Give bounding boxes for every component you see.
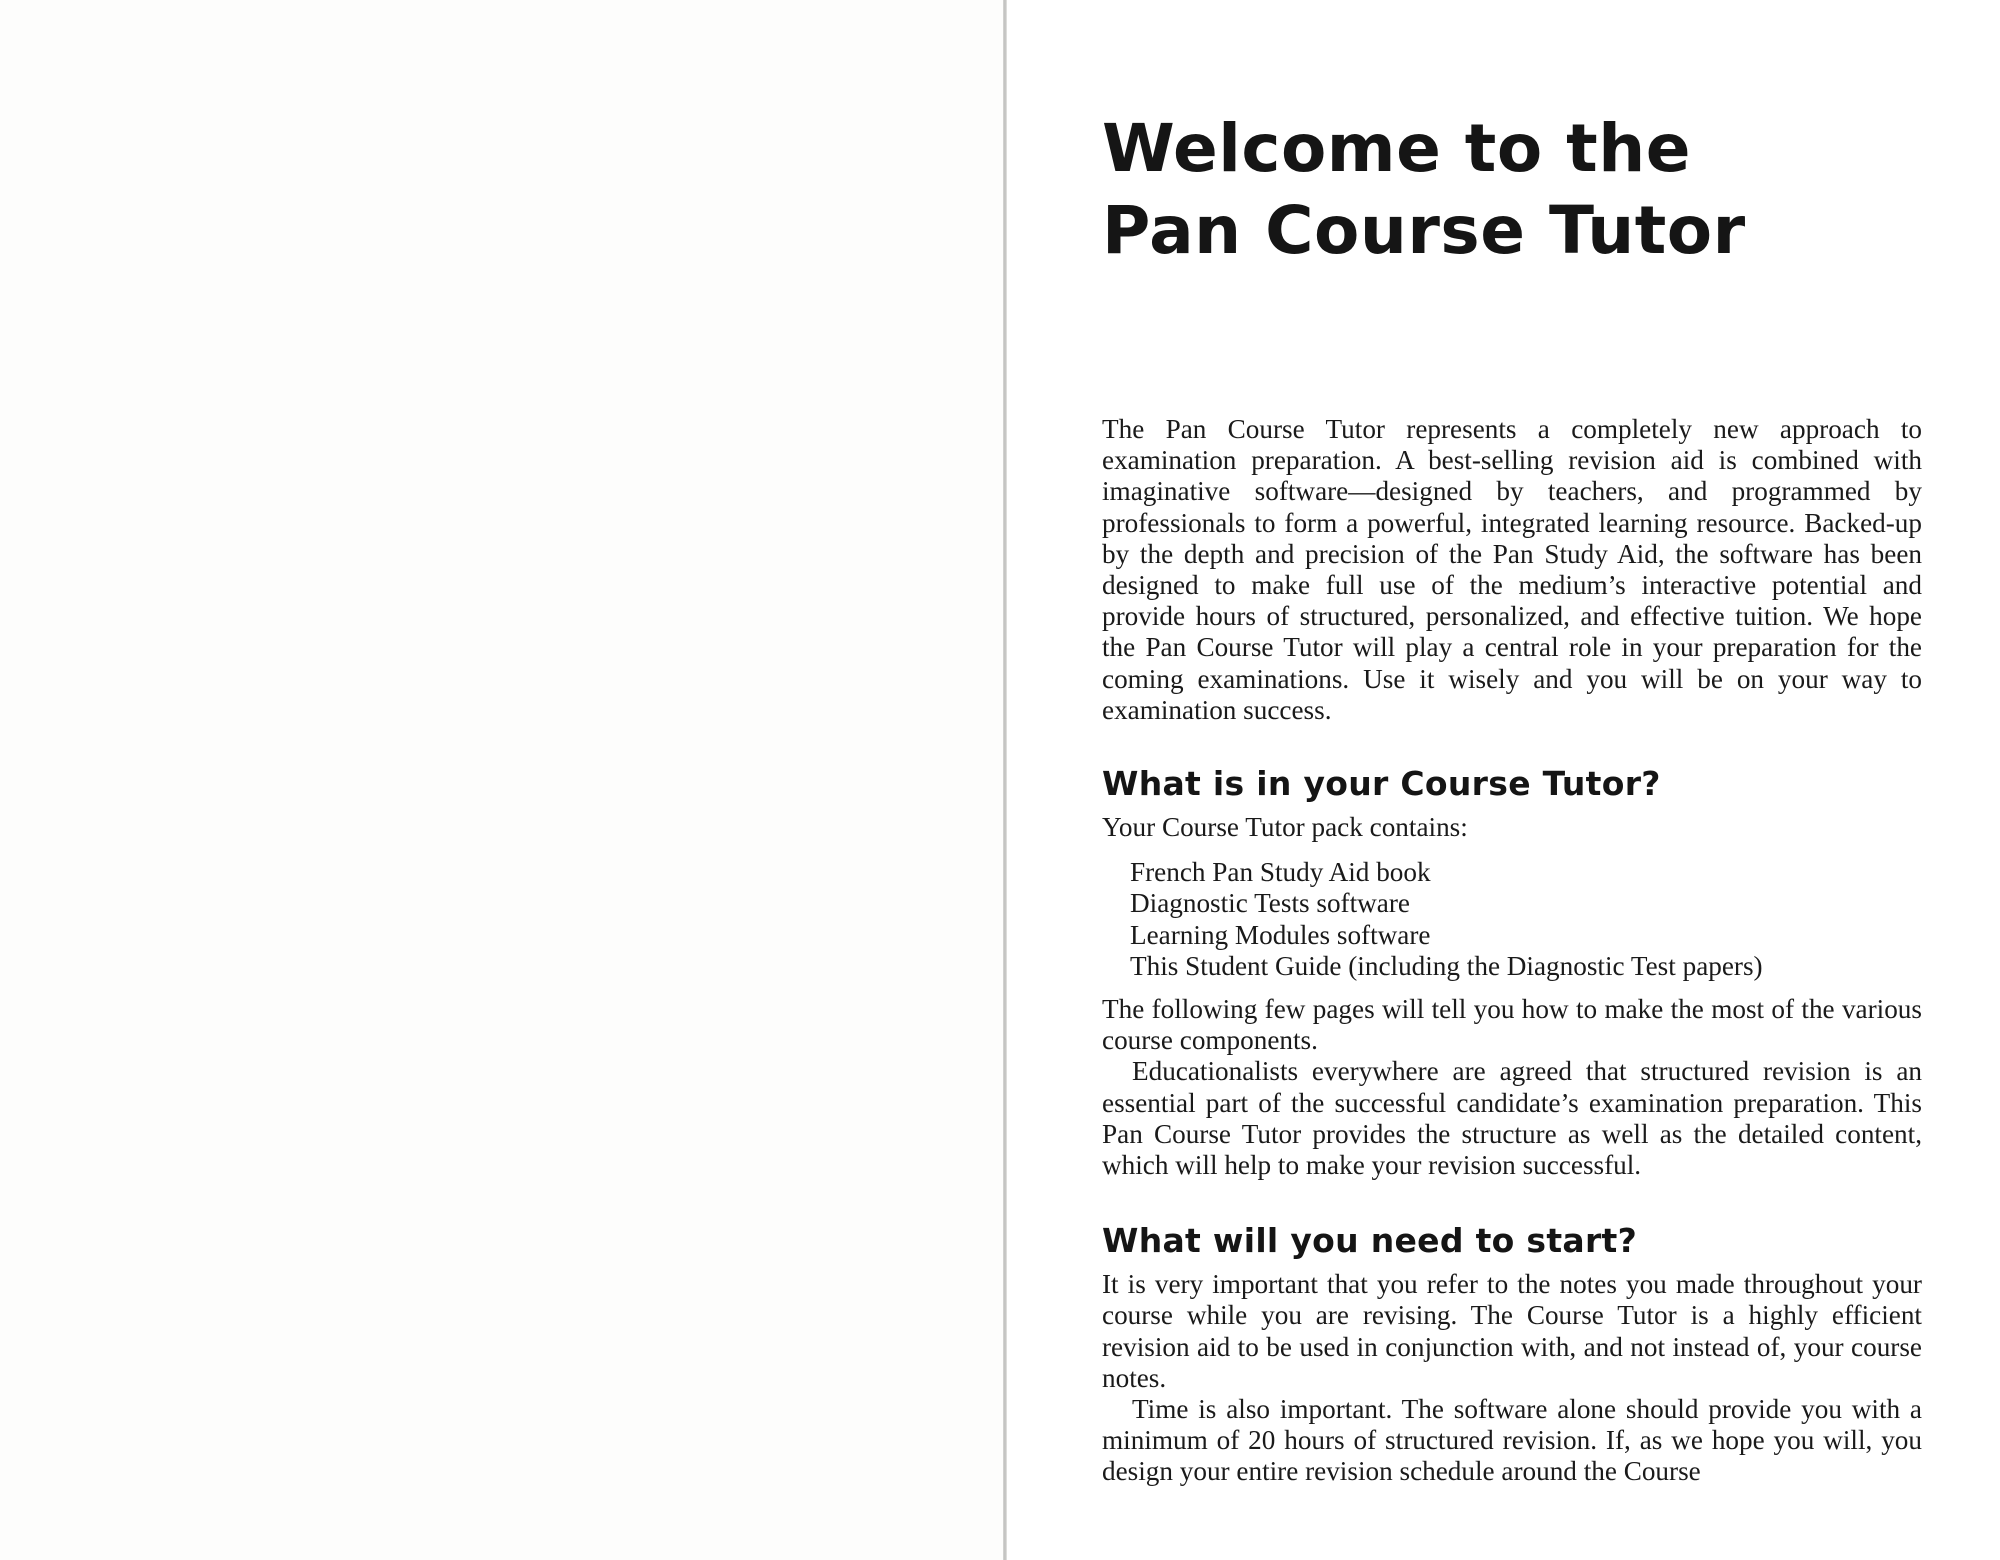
section-heading-start: What will you need to start? (1102, 1221, 1638, 1261)
list-item: This Student Guide (including the Diagnostic Test papers) (1130, 950, 1763, 981)
course-notes-paragraph: It is very important that you refer to the notes you made throughout your course while you are revising. The Course Tutor is a highly efficient revision aid to be used in conjunction with, and not instead of, your course notes. (1102, 1269, 1922, 1393)
section-heading-contents: What is in your Course Tutor? (1102, 764, 1661, 804)
page-title-line-1: Welcome to the (1102, 110, 1691, 187)
right-page (1007, 0, 2000, 1560)
pack-contents-list (1130, 857, 1922, 982)
list-item: French Pan Study Aid book (1130, 857, 1431, 888)
time-paragraph: Time is also important. The software alone should provide you with a minimum of 20 hours of structured revision. If, as we hope you will, you design your entire revision schedule around the Course (1102, 1394, 1922, 1487)
page-title (1102, 108, 1922, 272)
pack-contents-lead: Your Course Tutor pack contains: (1102, 812, 1468, 843)
components-paragraph: The following few pages will tell you how to make the most of the various course components. (1102, 994, 1922, 1056)
list-item: Learning Modules software (1130, 919, 1431, 950)
page-title-line-2: Pan Course Tutor (1102, 192, 1746, 269)
list-item: Diagnostic Tests software (1130, 888, 1410, 919)
intro-paragraph: The Pan Course Tutor represents a completely new approach to examination preparation. A best-selling revision aid is combined with imaginative software—designed by teachers, and programmed by professionals to form a powerful, integrated learning resource. Backed-up by the depth and precision of the Pan Study Aid, the software has been designed to make full use of the medium’s interactive potential and provide hours of structured, personalized, and effective tuition. We hope the Pan Course Tutor will play a central role in your preparation for the coming examinations. Use it wisely and you will be on your way to examination success. (1102, 414, 1922, 725)
structured-revision-paragraph: Educationalists everywhere are agreed that structured revision is an essential part of the successful candidate’s examination preparation. This Pan Course Tutor provides the structure as well as the detailed content, which will help to make your revision successful. (1102, 1056, 1922, 1181)
page-content (1102, 108, 1922, 1488)
